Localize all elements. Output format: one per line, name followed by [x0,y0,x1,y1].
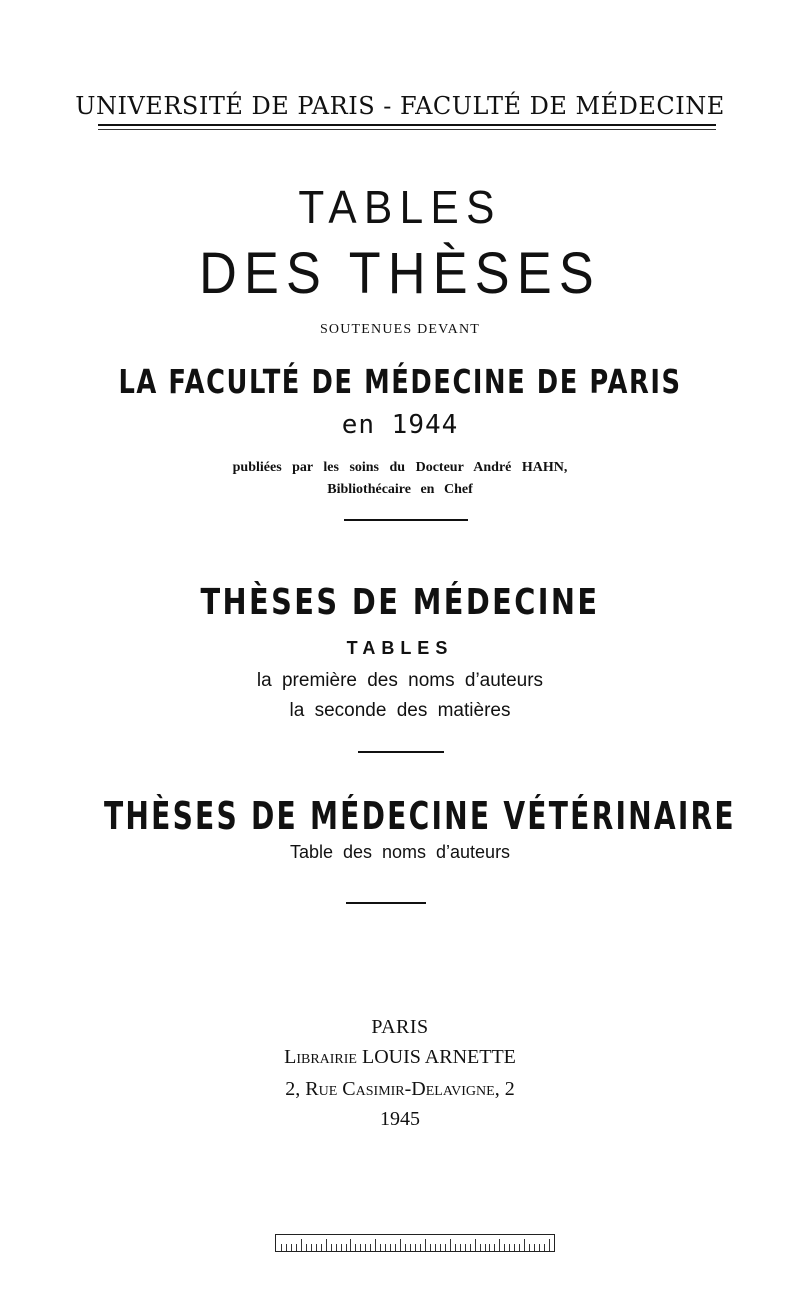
scale-tick [509,1244,510,1251]
scale-tick [435,1244,436,1251]
section-medecine-tables: TABLES [346,638,454,658]
imprint-publisher [0,1046,800,1069]
year-line: en 1944 [341,410,459,440]
scale-tick [316,1244,317,1251]
divider-2 [358,751,444,753]
scale-tick [485,1244,486,1251]
scale-tick [281,1244,282,1251]
faculty-name: LA FACULTÉ DE MÉDECINE DE PARIS [118,362,682,401]
header-rule-thin [98,129,716,130]
scale-bar [275,1234,555,1252]
scale-tick [395,1244,396,1251]
scale-tick [346,1244,347,1251]
scale-tick [475,1239,476,1251]
scale-tick [489,1244,490,1251]
scale-tick [380,1244,381,1251]
scale-tick [370,1244,371,1251]
scale-tick [450,1239,451,1251]
scale-tick [494,1244,495,1251]
scale-tick [480,1244,481,1251]
imprint-address: 2, Rue Casimir-Delavigne, 2 [285,1078,515,1100]
header-rule [98,124,716,126]
scale-tick [524,1239,525,1251]
scale-tick [350,1239,351,1251]
editor-line: publiées par les soins du Docteur André HAHN, [232,460,568,475]
scale-tick [321,1244,322,1251]
scale-tick [534,1244,535,1251]
section-medecine-first: la première des noms d’auteurs [256,670,544,691]
section-medecine-title: THÈSES DE MÉDECINE [200,582,600,623]
publisher-name: LOUIS ARNETTE [362,1046,516,1068]
scale-tick [415,1244,416,1251]
scale-tick [375,1239,376,1251]
section-veterinaire-title: THÈSES DE MÉDECINE VÉTÉRINAIRE [104,794,736,838]
soutenues-devant: SOUTENUES DEVANT [319,322,481,337]
main-title-line2: DES THÈSES [199,241,601,306]
scale-tick [286,1244,287,1251]
scale-tick [331,1244,332,1251]
scale-tick [455,1244,456,1251]
scale-tick [425,1239,426,1251]
section-veterinaire-table: Table des noms d’auteurs [289,842,511,862]
imprint-year: 1945 [380,1108,420,1130]
scale-tick [549,1239,550,1251]
scale-tick [470,1244,471,1251]
editor-title: Bibliothécaire en Chef [327,482,473,497]
scale-tick [296,1244,297,1251]
scale-tick [341,1244,342,1251]
scale-tick [504,1244,505,1251]
scale-tick [539,1244,540,1251]
scale-tick [514,1244,515,1251]
imprint-city: PARIS [371,1016,429,1038]
scale-tick [465,1244,466,1251]
scale-tick [400,1239,401,1251]
scale-tick [306,1244,307,1251]
divider-1 [344,519,468,521]
scale-tick [360,1244,361,1251]
scale-tick [326,1239,327,1251]
scale-tick [355,1244,356,1251]
university-header: UNIVERSITÉ DE PARIS - FACULTÉ DE MÉDECINE [75,92,725,120]
scale-tick [385,1244,386,1251]
scale-tick [390,1244,391,1251]
scale-tick [544,1244,545,1251]
scale-tick [445,1244,446,1251]
divider-3 [346,902,426,904]
scale-tick [440,1244,441,1251]
scale-tick [405,1244,406,1251]
scale-tick [519,1244,520,1251]
scale-tick [301,1239,302,1251]
scale-tick [365,1244,366,1251]
scale-tick [499,1239,500,1251]
scale-tick [430,1244,431,1251]
scale-tick [420,1244,421,1251]
scale-tick [311,1244,312,1251]
scale-tick [410,1244,411,1251]
section-medecine-second: la seconde des matières [289,700,511,721]
scale-tick [460,1244,461,1251]
scale-tick [291,1244,292,1251]
scale-tick [336,1244,337,1251]
scale-tick [529,1244,530,1251]
publisher-prefix: Librairie [284,1046,357,1068]
main-title-line1: TABLES [298,181,502,233]
